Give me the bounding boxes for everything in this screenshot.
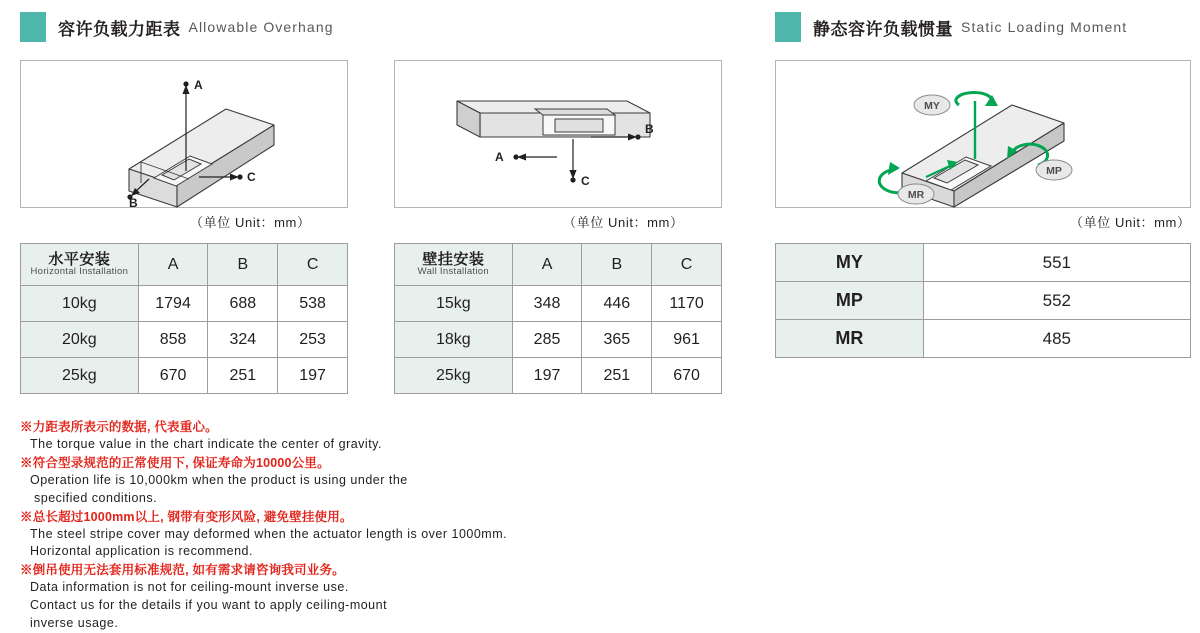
- column-header-a: A: [138, 244, 208, 286]
- row-load-label: 18kg: [395, 322, 513, 358]
- table-corner-header: [395, 244, 513, 286]
- note-cn-2: ※符合型录规范的正常使用下, 保证寿命为10000公里。: [20, 455, 330, 470]
- table-header-row: [395, 244, 722, 286]
- note-cn-3: ※总长超过1000mm以上, 钢带有变形风险, 避免壁挂使用。: [20, 509, 353, 524]
- table-row: [21, 322, 348, 358]
- table-static-loading-moment: [775, 243, 1191, 358]
- section-header-text-wrap: [46, 12, 748, 42]
- cell-a: 858: [138, 322, 208, 358]
- cell-a: 285: [512, 322, 582, 358]
- table-row: [21, 286, 348, 322]
- moment-key-my: MY: [776, 244, 924, 282]
- diagram-horizontal-installation: [20, 60, 348, 208]
- diagram-label-b: B: [129, 196, 138, 210]
- wall-actuator-illustration: [395, 61, 721, 207]
- moment-label-my: MY: [924, 100, 940, 112]
- cell-a: 1794: [138, 286, 208, 322]
- diagram-label-a: A: [495, 150, 504, 164]
- moment-label-mr: MR: [907, 189, 925, 201]
- unit-note-moment: （单位 Unit：mm）: [1070, 215, 1191, 230]
- cell-b: 324: [208, 322, 278, 358]
- row-load-label: 15kg: [395, 286, 513, 322]
- table-title-cn: 水平安装: [48, 250, 111, 268]
- note-en-4-line-3: inverse usage.: [30, 615, 119, 630]
- moment-value-mp: 552: [923, 282, 1190, 320]
- note-en-3-line-2: Horizontal application is recommend.: [30, 544, 253, 559]
- label-mr: [898, 184, 934, 204]
- moment-key-mp: MP: [776, 282, 924, 320]
- section-header-static-loading-moment: [775, 12, 1190, 42]
- cell-b: 251: [208, 358, 278, 394]
- moment-label-mp: MP: [1046, 165, 1062, 177]
- cell-c: 670: [652, 358, 722, 394]
- table-row: [776, 244, 1191, 282]
- table-row: [395, 358, 722, 394]
- unit-note-wall: （单位 Unit：mm）: [563, 215, 684, 230]
- table-row: [776, 282, 1191, 320]
- cell-b: 251: [582, 358, 652, 394]
- column-header-c: C: [278, 244, 348, 286]
- horizontal-actuator-illustration: [21, 61, 347, 210]
- table-title-cn: 壁挂安装: [422, 250, 485, 268]
- note-cn-1: ※力距表所表示的数据, 代表重心。: [20, 420, 218, 434]
- cell-c: 197: [278, 358, 348, 394]
- diagram-label-b: B: [645, 122, 654, 136]
- cell-c: 961: [652, 322, 722, 358]
- row-load-label: 10kg: [21, 286, 139, 322]
- moment-value-my: 551: [923, 244, 1190, 282]
- diagram-label-a: A: [194, 78, 203, 92]
- section-title-cn: 容许负载力距表: [58, 19, 181, 39]
- cell-c: 1170: [652, 286, 722, 322]
- table-header-row: [21, 244, 348, 286]
- unit-note-horizontal: （单位 Unit：mm）: [190, 215, 311, 230]
- cell-a: 197: [512, 358, 582, 394]
- note-en-2-line-1: Operation life is 10,000km when the product is using under the: [30, 473, 408, 487]
- column-header-a: A: [512, 244, 582, 286]
- section-title-en: Allowable Overhang: [188, 19, 334, 35]
- diagram-static-loading-moment: [775, 60, 1191, 208]
- accent-bar-icon: [20, 12, 46, 42]
- label-mp: [1036, 160, 1072, 180]
- table-wall-installation: [394, 243, 722, 394]
- cell-c: 253: [278, 322, 348, 358]
- column-header-b: B: [208, 244, 278, 286]
- accent-bar-icon: [775, 12, 801, 42]
- row-load-label: 25kg: [395, 358, 513, 394]
- section-title-cn: 静态容许负载惯量: [813, 19, 953, 39]
- cell-a: 348: [512, 286, 582, 322]
- note-en-2-line-2: specified conditions.: [34, 490, 158, 505]
- row-load-label: 25kg: [21, 358, 139, 394]
- section-header-allowable-overhang: [20, 12, 748, 42]
- note-en-3-line-1: The steel stripe cover may deformed when the actuator length is over 1000mm.: [30, 526, 508, 541]
- note-en-4-line-1: Data information is not for ceiling-mount inverse use.: [30, 580, 349, 595]
- section-header-text-wrap: [801, 12, 1190, 42]
- moment-actuator-illustration: [776, 61, 1190, 207]
- note-en-1-line-1: The torque value in the chart indicate the center of gravity.: [30, 437, 382, 452]
- table-horizontal-installation: [20, 243, 348, 394]
- note-cn-4: ※倒吊使用无法套用标准规范, 如有需求请咨询我司业务。: [20, 563, 345, 578]
- cell-a: 670: [138, 358, 208, 394]
- table-title-en: Wall Installation: [417, 266, 489, 278]
- cell-c: 538: [278, 286, 348, 322]
- table-corner-header: [21, 244, 139, 286]
- notes-block: [20, 418, 640, 633]
- table-row: [776, 320, 1191, 358]
- table-title-en: Horizontal Installation: [30, 266, 129, 278]
- table-row: [395, 286, 722, 322]
- cell-b: 688: [208, 286, 278, 322]
- diagram-label-c: C: [247, 170, 256, 184]
- label-my: [914, 95, 950, 115]
- moment-value-mr: 485: [923, 320, 1190, 358]
- cell-b: 365: [582, 322, 652, 358]
- table-row: [395, 322, 722, 358]
- section-title-en: Static Loading Moment: [961, 19, 1128, 35]
- diagram-wall-installation: [394, 60, 722, 208]
- column-header-b: B: [582, 244, 652, 286]
- diagram-label-c: C: [581, 174, 590, 188]
- table-row: [21, 358, 348, 394]
- row-load-label: 20kg: [21, 322, 139, 358]
- cell-b: 446: [582, 286, 652, 322]
- moment-key-mr: MR: [776, 320, 924, 358]
- column-header-c: C: [652, 244, 722, 286]
- note-en-4-line-2: Contact us for the details if you want to apply ceiling-mount: [30, 598, 388, 612]
